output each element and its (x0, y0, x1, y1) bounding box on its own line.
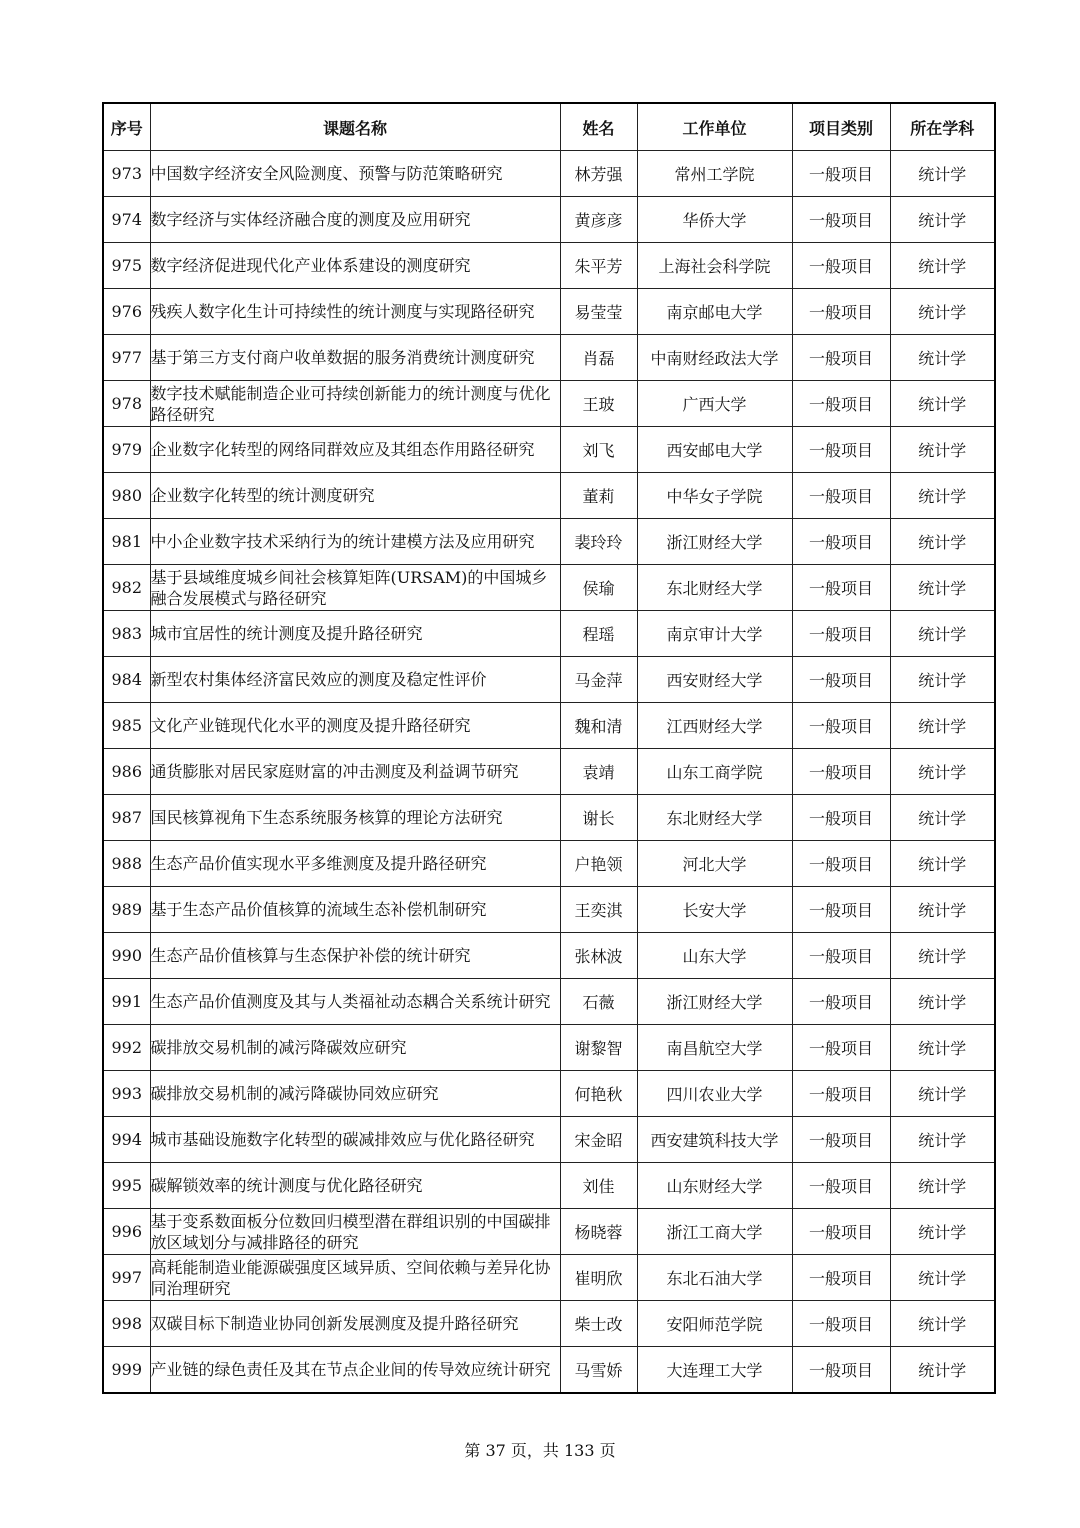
cell-title: 生态产品价值实现水平多维测度及提升路径研究 (150, 841, 560, 887)
cell-project-type: 一般项目 (792, 427, 890, 473)
cell-subject: 统计学 (890, 841, 995, 887)
cell-subject: 统计学 (890, 565, 995, 611)
cell-title: 数字经济与实体经济融合度的测度及应用研究 (150, 197, 560, 243)
cell-name: 王玻 (560, 381, 637, 427)
header-name: 姓名 (560, 103, 637, 151)
cell-serial: 983 (103, 611, 150, 657)
cell-title: 高耗能制造业能源碳强度区域异质、空间依赖与差异化协同治理研究 (150, 1255, 560, 1301)
cell-project-type: 一般项目 (792, 519, 890, 565)
cell-project-type: 一般项目 (792, 795, 890, 841)
cell-subject: 统计学 (890, 1117, 995, 1163)
cell-project-type: 一般项目 (792, 1347, 890, 1394)
cell-subject: 统计学 (890, 1301, 995, 1347)
table-row (103, 933, 995, 979)
cell-serial: 974 (103, 197, 150, 243)
cell-subject: 统计学 (890, 1209, 995, 1255)
cell-title: 生态产品价值核算与生态保护补偿的统计研究 (150, 933, 560, 979)
cell-subject: 统计学 (890, 979, 995, 1025)
cell-subject: 统计学 (890, 611, 995, 657)
cell-title: 城市基础设施数字化转型的碳减排效应与优化路径研究 (150, 1117, 560, 1163)
table-row (103, 1255, 995, 1301)
cell-name: 马雪娇 (560, 1347, 637, 1394)
cell-project-type: 一般项目 (792, 1255, 890, 1301)
cell-title: 基于第三方支付商户收单数据的服务消费统计测度研究 (150, 335, 560, 381)
table-row (103, 1347, 995, 1394)
table-row (103, 1163, 995, 1209)
cell-title: 数字技术赋能制造企业可持续创新能力的统计测度与优化路径研究 (150, 381, 560, 427)
cell-organization: 四川农业大学 (637, 1071, 792, 1117)
cell-subject: 统计学 (890, 289, 995, 335)
cell-organization: 东北财经大学 (637, 565, 792, 611)
cell-organization: 常州工学院 (637, 151, 792, 197)
table-row (103, 703, 995, 749)
cell-project-type: 一般项目 (792, 381, 890, 427)
cell-name: 朱平芳 (560, 243, 637, 289)
table-body (103, 151, 995, 1394)
cell-title: 基于生态产品价值核算的流域生态补偿机制研究 (150, 887, 560, 933)
cell-project-type: 一般项目 (792, 933, 890, 979)
cell-serial: 996 (103, 1209, 150, 1255)
header-serial: 序号 (103, 103, 150, 151)
cell-subject: 统计学 (890, 1163, 995, 1209)
table-row (103, 335, 995, 381)
cell-project-type: 一般项目 (792, 473, 890, 519)
cell-project-type: 一般项目 (792, 657, 890, 703)
cell-project-type: 一般项目 (792, 1209, 890, 1255)
cell-serial: 979 (103, 427, 150, 473)
cell-name: 董莉 (560, 473, 637, 519)
cell-project-type: 一般项目 (792, 611, 890, 657)
cell-title: 企业数字化转型的网络同群效应及其组态作用路径研究 (150, 427, 560, 473)
cell-organization: 西安财经大学 (637, 657, 792, 703)
cell-project-type: 一般项目 (792, 1071, 890, 1117)
cell-name: 杨晓蓉 (560, 1209, 637, 1255)
table-row (103, 519, 995, 565)
cell-name: 何艳秋 (560, 1071, 637, 1117)
cell-organization: 南昌航空大学 (637, 1025, 792, 1071)
header-organization: 工作单位 (637, 103, 792, 151)
cell-project-type: 一般项目 (792, 335, 890, 381)
cell-project-type: 一般项目 (792, 887, 890, 933)
cell-name: 刘佳 (560, 1163, 637, 1209)
cell-serial: 998 (103, 1301, 150, 1347)
cell-title: 基于变系数面板分位数回归模型潜在群组识别的中国碳排放区域划分与减排路径的研究 (150, 1209, 560, 1255)
page-number: 第 37 页，共 133 页 (464, 1441, 616, 1460)
cell-name: 袁靖 (560, 749, 637, 795)
table-row (103, 979, 995, 1025)
cell-organization: 大连理工大学 (637, 1347, 792, 1394)
cell-name: 魏和清 (560, 703, 637, 749)
cell-project-type: 一般项目 (792, 197, 890, 243)
cell-title: 碳解锁效率的统计测度与优化路径研究 (150, 1163, 560, 1209)
cell-name: 侯瑜 (560, 565, 637, 611)
table-row (103, 473, 995, 519)
table-row (103, 887, 995, 933)
table-row (103, 749, 995, 795)
cell-serial: 986 (103, 749, 150, 795)
cell-organization: 东北财经大学 (637, 795, 792, 841)
table-row (103, 657, 995, 703)
cell-subject: 统计学 (890, 657, 995, 703)
cell-subject: 统计学 (890, 473, 995, 519)
cell-serial: 985 (103, 703, 150, 749)
cell-subject: 统计学 (890, 381, 995, 427)
cell-organization: 山东财经大学 (637, 1163, 792, 1209)
cell-organization: 浙江财经大学 (637, 519, 792, 565)
cell-title: 基于县域维度城乡间社会核算矩阵(URSAM)的中国城乡融合发展模式与路径研究 (150, 565, 560, 611)
cell-organization: 山东大学 (637, 933, 792, 979)
cell-title: 文化产业链现代化水平的测度及提升路径研究 (150, 703, 560, 749)
cell-serial: 988 (103, 841, 150, 887)
cell-organization: 长安大学 (637, 887, 792, 933)
cell-organization: 江西财经大学 (637, 703, 792, 749)
cell-title: 产业链的绿色责任及其在节点企业间的传导效应统计研究 (150, 1347, 560, 1394)
cell-organization: 西安邮电大学 (637, 427, 792, 473)
cell-serial: 995 (103, 1163, 150, 1209)
header-title: 课题名称 (150, 103, 560, 151)
cell-organization: 华侨大学 (637, 197, 792, 243)
table-row (103, 1117, 995, 1163)
cell-subject: 统计学 (890, 703, 995, 749)
cell-project-type: 一般项目 (792, 841, 890, 887)
table-row (103, 151, 995, 197)
cell-subject: 统计学 (890, 749, 995, 795)
cell-serial: 973 (103, 151, 150, 197)
table-row (103, 197, 995, 243)
cell-organization: 广西大学 (637, 381, 792, 427)
table-row (103, 427, 995, 473)
cell-project-type: 一般项目 (792, 1117, 890, 1163)
cell-project-type: 一般项目 (792, 243, 890, 289)
table-row (103, 381, 995, 427)
cell-serial: 984 (103, 657, 150, 703)
cell-serial: 997 (103, 1255, 150, 1301)
table-row (103, 565, 995, 611)
cell-title: 残疾人数字化生计可持续性的统计测度与实现路径研究 (150, 289, 560, 335)
cell-name: 张林波 (560, 933, 637, 979)
cell-title: 碳排放交易机制的减污降碳协同效应研究 (150, 1071, 560, 1117)
cell-title: 通货膨胀对居民家庭财富的冲击测度及利益调节研究 (150, 749, 560, 795)
cell-title: 中国数字经济安全风险测度、预警与防范策略研究 (150, 151, 560, 197)
cell-subject: 统计学 (890, 887, 995, 933)
cell-organization: 山东工商学院 (637, 749, 792, 795)
cell-organization: 东北石油大学 (637, 1255, 792, 1301)
cell-subject: 统计学 (890, 933, 995, 979)
cell-name: 程瑶 (560, 611, 637, 657)
cell-name: 谢黎智 (560, 1025, 637, 1071)
cell-name: 石薇 (560, 979, 637, 1025)
cell-organization: 河北大学 (637, 841, 792, 887)
table-row (103, 289, 995, 335)
cell-serial: 982 (103, 565, 150, 611)
cell-serial: 991 (103, 979, 150, 1025)
cell-subject: 统计学 (890, 1025, 995, 1071)
cell-title: 中小企业数字技术采纳行为的统计建模方法及应用研究 (150, 519, 560, 565)
cell-subject: 统计学 (890, 519, 995, 565)
cell-project-type: 一般项目 (792, 151, 890, 197)
cell-title: 城市宜居性的统计测度及提升路径研究 (150, 611, 560, 657)
cell-subject: 统计学 (890, 427, 995, 473)
cell-serial: 992 (103, 1025, 150, 1071)
table-row (103, 1071, 995, 1117)
cell-organization: 西安建筑科技大学 (637, 1117, 792, 1163)
cell-serial: 990 (103, 933, 150, 979)
cell-subject: 统计学 (890, 197, 995, 243)
table-row (103, 243, 995, 289)
cell-name: 肖磊 (560, 335, 637, 381)
cell-title: 新型农村集体经济富民效应的测度及稳定性评价 (150, 657, 560, 703)
cell-name: 裴玲玲 (560, 519, 637, 565)
cell-name: 谢长 (560, 795, 637, 841)
header-project-type: 项目类别 (792, 103, 890, 151)
cell-organization: 中华女子学院 (637, 473, 792, 519)
cell-serial: 977 (103, 335, 150, 381)
cell-subject: 统计学 (890, 243, 995, 289)
table-row (103, 841, 995, 887)
cell-subject: 统计学 (890, 1255, 995, 1301)
cell-serial: 999 (103, 1347, 150, 1394)
table-row (103, 1025, 995, 1071)
cell-name: 崔明欣 (560, 1255, 637, 1301)
cell-project-type: 一般项目 (792, 1025, 890, 1071)
cell-serial: 989 (103, 887, 150, 933)
cell-subject: 统计学 (890, 151, 995, 197)
cell-project-type: 一般项目 (792, 289, 890, 335)
cell-name: 户艳领 (560, 841, 637, 887)
cell-project-type: 一般项目 (792, 979, 890, 1025)
cell-name: 王奕淇 (560, 887, 637, 933)
cell-name: 易莹莹 (560, 289, 637, 335)
cell-subject: 统计学 (890, 335, 995, 381)
table-row (103, 1209, 995, 1255)
cell-title: 碳排放交易机制的减污降碳效应研究 (150, 1025, 560, 1071)
cell-serial: 981 (103, 519, 150, 565)
cell-name: 马金萍 (560, 657, 637, 703)
cell-serial: 994 (103, 1117, 150, 1163)
cell-serial: 993 (103, 1071, 150, 1117)
cell-name: 林芳强 (560, 151, 637, 197)
cell-organization: 安阳师范学院 (637, 1301, 792, 1347)
header-subject: 所在学科 (890, 103, 995, 151)
project-table (102, 102, 996, 1394)
cell-serial: 980 (103, 473, 150, 519)
cell-organization: 南京邮电大学 (637, 289, 792, 335)
cell-project-type: 一般项目 (792, 565, 890, 611)
cell-subject: 统计学 (890, 795, 995, 841)
cell-serial: 975 (103, 243, 150, 289)
cell-subject: 统计学 (890, 1347, 995, 1394)
cell-organization: 浙江工商大学 (637, 1209, 792, 1255)
cell-name: 刘飞 (560, 427, 637, 473)
cell-name: 宋金昭 (560, 1117, 637, 1163)
table-row (103, 611, 995, 657)
cell-project-type: 一般项目 (792, 703, 890, 749)
cell-title: 双碳目标下制造业协同创新发展测度及提升路径研究 (150, 1301, 560, 1347)
table-header-row (103, 103, 995, 151)
cell-project-type: 一般项目 (792, 1301, 890, 1347)
cell-title: 数字经济促进现代化产业体系建设的测度研究 (150, 243, 560, 289)
cell-project-type: 一般项目 (792, 749, 890, 795)
cell-serial: 987 (103, 795, 150, 841)
cell-name: 黄彦彦 (560, 197, 637, 243)
cell-title: 企业数字化转型的统计测度研究 (150, 473, 560, 519)
cell-project-type: 一般项目 (792, 1163, 890, 1209)
cell-title: 生态产品价值测度及其与人类福祉动态耦合关系统计研究 (150, 979, 560, 1025)
cell-organization: 上海社会科学院 (637, 243, 792, 289)
cell-serial: 978 (103, 381, 150, 427)
table-row (103, 795, 995, 841)
table-row (103, 1301, 995, 1347)
cell-subject: 统计学 (890, 1071, 995, 1117)
cell-title: 国民核算视角下生态系统服务核算的理论方法研究 (150, 795, 560, 841)
cell-name: 柴士改 (560, 1301, 637, 1347)
cell-serial: 976 (103, 289, 150, 335)
cell-organization: 中南财经政法大学 (637, 335, 792, 381)
cell-organization: 浙江财经大学 (637, 979, 792, 1025)
cell-organization: 南京审计大学 (637, 611, 792, 657)
